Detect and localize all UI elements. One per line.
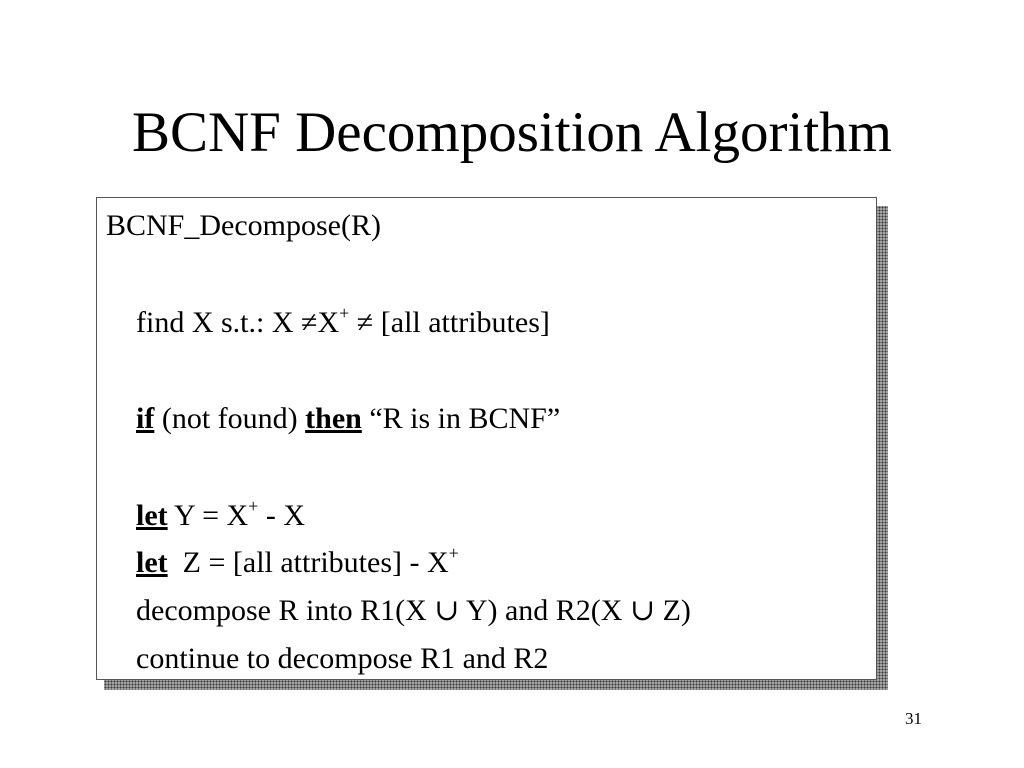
if-line bbox=[136, 401, 560, 437]
let-y-line bbox=[136, 498, 305, 534]
let-z-line bbox=[136, 545, 459, 581]
find-prefix: find X s.t.: X ≠X bbox=[136, 306, 340, 339]
find-suffix: ≠ [all attributes] bbox=[349, 306, 550, 339]
let-y-suffix: - X bbox=[258, 499, 305, 532]
find-line bbox=[136, 305, 550, 341]
if-condition: (not found) bbox=[154, 402, 306, 435]
decompose-line: decompose R into R1(X ∪ Y) and R2(X ∪ Z) bbox=[136, 594, 691, 627]
if-result: “R is in BCNF” bbox=[361, 402, 561, 435]
closure-superscript: + bbox=[248, 496, 259, 516]
let-y-prefix: Y = X bbox=[167, 499, 249, 532]
keyword-let: let bbox=[136, 546, 168, 579]
keyword-if: if bbox=[136, 402, 155, 435]
page-number: 31 bbox=[905, 709, 922, 728]
algorithm-signature: BCNF_Decompose(R) bbox=[106, 209, 381, 242]
closure-superscript: + bbox=[448, 543, 459, 563]
algorithm-box bbox=[96, 197, 877, 680]
closure-superscript: + bbox=[339, 303, 350, 323]
let-z-prefix: Z = [all attributes] - X bbox=[167, 546, 449, 579]
keyword-let: let bbox=[136, 499, 168, 532]
keyword-then: then bbox=[305, 402, 362, 435]
continue-line: continue to decompose R1 and R2 bbox=[136, 642, 549, 675]
slide-title: BCNF Decomposition Algorithm bbox=[131, 101, 893, 164]
